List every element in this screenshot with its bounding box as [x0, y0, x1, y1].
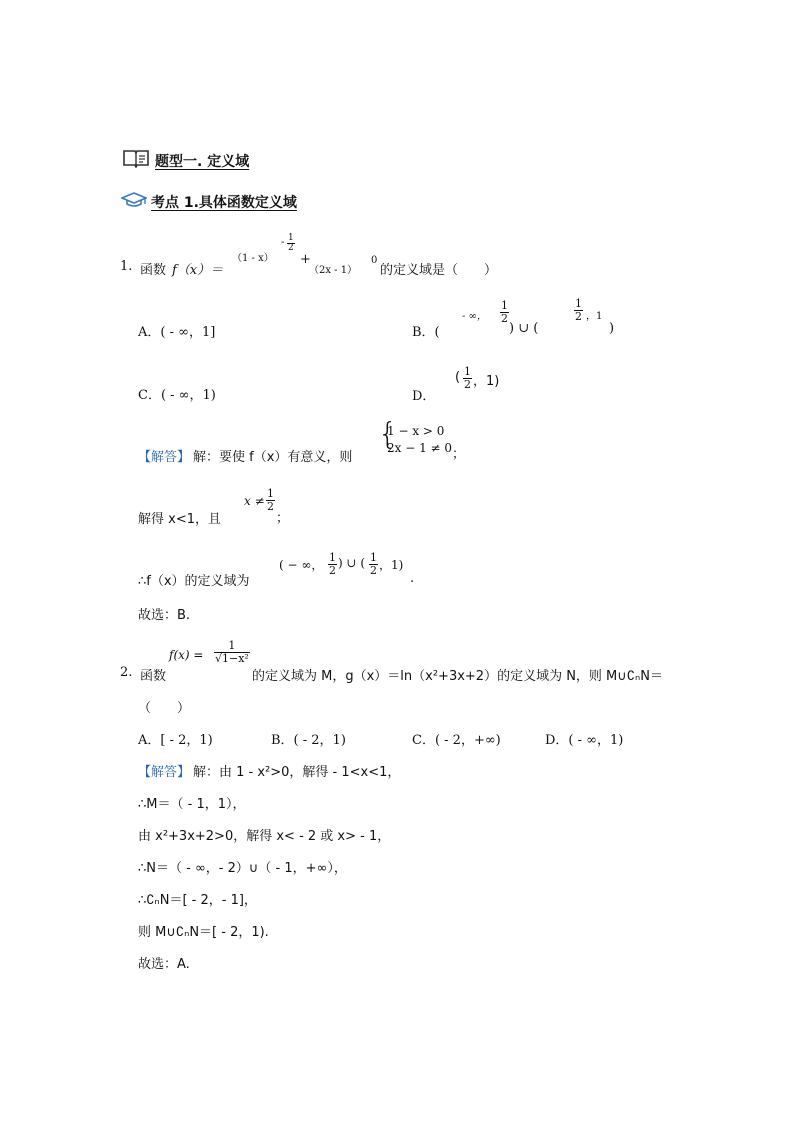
option-b-upper: ，1 [586, 311, 603, 322]
option-d-label: D． [412, 389, 436, 404]
answer-choice: 故选：B. [138, 608, 191, 623]
function-fraction: $\frac{1}{\text{√1−x²}}$ [215, 639, 249, 665]
option-d-open: ( [455, 370, 461, 385]
option-b-union: ) ∪ ( [509, 321, 539, 336]
book-icon [122, 148, 150, 172]
option-a: A．( - ∞，1] [138, 325, 216, 340]
power-term: （2x - 1） [309, 265, 358, 276]
domain-fraction-2: $\frac{1}{2}$ [370, 551, 377, 577]
option-d: D．( - ∞，1) [545, 733, 624, 748]
answer-tag: 【解答】 [138, 765, 191, 780]
exponent-fraction: $\frac{1}{2}$ [288, 233, 294, 254]
answer-line-3: ∴f（x）的定义域为 [138, 574, 250, 589]
question-number: 2. [120, 665, 133, 680]
neq-expression: x ≠ [244, 494, 265, 508]
answer-line-1: 解：要使 f（x）有意义，则 [193, 450, 353, 465]
option-b-fraction-1: $\frac{1}{2}$ [501, 299, 508, 325]
answer-line-2: ∴M＝（ - 1，1）， [138, 797, 246, 812]
question-stem: 函数 [140, 669, 167, 684]
option-a: A．[ - 2，1) [138, 733, 213, 748]
answer-line-5: ∴∁ₙN＝[ - 2，- 1]， [138, 893, 257, 908]
option-c: C．( - 2，+∞) [412, 733, 501, 748]
neq-fraction: $\frac{1}{2}$ [267, 487, 274, 513]
domain-end: . [410, 571, 415, 586]
question-number: 1. [120, 259, 133, 274]
neq-end: ； [276, 511, 290, 526]
plus-sign: + [300, 252, 311, 267]
question-stem: 函数 [140, 263, 167, 278]
graduation-cap-icon [121, 192, 147, 212]
function-definition: f(x) = [169, 648, 204, 662]
answer-line-3: 由 x²+3x+2>0，解得 x< - 2 或 x> - 1， [138, 829, 391, 844]
answer-paren: （ ） [138, 701, 191, 716]
function-label: f（x）＝ [172, 263, 224, 278]
power-exponent: 0 [371, 255, 378, 266]
system-line-2: 2x − 1 ≠ 0 [387, 441, 453, 455]
system-line-1: 1 − x > 0 [387, 424, 445, 438]
domain-upper: ，1) [379, 558, 404, 572]
option-d-upper: ，1) [473, 374, 500, 389]
domain-fraction-1: $\frac{1}{2}$ [329, 551, 336, 577]
answer-line-2: 解得 x<1，且 [138, 512, 221, 527]
answer-line-1: 解：由 1 - x²>0，解得 - 1<x<1， [193, 765, 401, 780]
domain-lower: ( − ∞， [279, 558, 324, 572]
option-b-neg-inf: - ∞， [462, 311, 487, 322]
brace: { [378, 417, 398, 452]
answer-line-4: ∴N＝（ - ∞，- 2）∪（ - 1，+∞）， [138, 861, 347, 876]
domain-union: ) ∪ ( [338, 556, 366, 570]
section-title: 题型一. 定义域 [155, 154, 250, 170]
option-b: B．( - 2，1) [271, 733, 346, 748]
system-end: ； [452, 447, 466, 462]
answer-choice: 故选：A. [138, 957, 190, 972]
option-d-fraction: $\frac{1}{2}$ [464, 365, 471, 391]
power-base: （1 - x） [232, 253, 274, 264]
exponent-sign: - [281, 237, 285, 248]
option-b-close: ) [609, 321, 615, 336]
option-b-fraction-2: $\frac{1}{2}$ [575, 297, 582, 323]
question-stem-end: 的定义域是（ ） [380, 263, 498, 278]
option-b-label: B．( [412, 325, 440, 340]
option-c: C．( - ∞，1) [138, 388, 216, 403]
answer-tag: 【解答】 [138, 450, 191, 465]
question-stem-end: 的定义域为 M，g（x）＝ln（x²+3x+2）的定义域为 N，则 M∪∁ₙN＝ [252, 669, 663, 684]
answer-line-6: 则 M∪∁ₙN＝[ - 2，1). [138, 925, 269, 940]
section-subtitle: 考点 1.具体函数定义域 [151, 195, 297, 211]
